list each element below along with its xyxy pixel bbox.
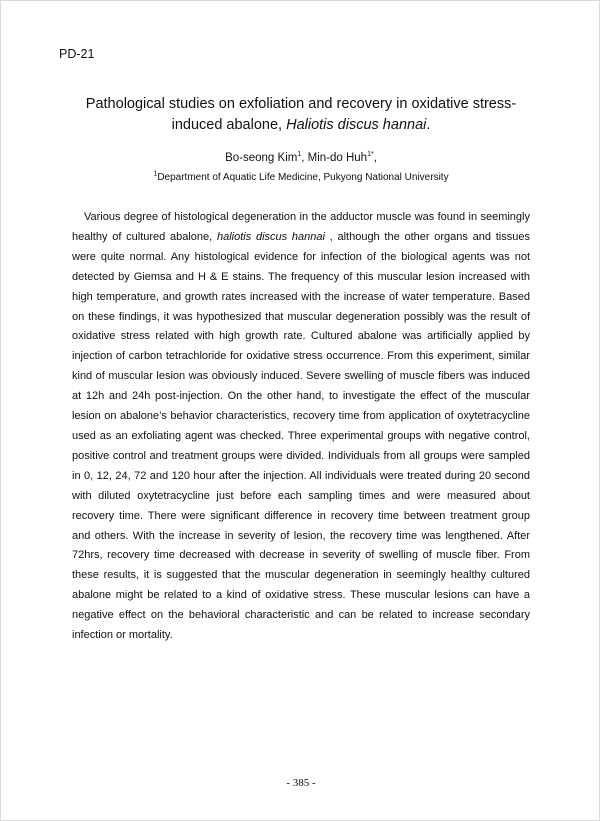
abstract-paragraph — [72, 208, 530, 646]
abstract-text-start: Various degree of histological degeneration in the adductor muscle was found in seemingly healthy of cultured abalone, — [72, 211, 530, 243]
affiliation-mark: 1 — [153, 170, 158, 178]
affiliation-text: Department of Aquatic Life Medicine, Pukyong National University — [157, 172, 449, 183]
affiliation — [61, 172, 541, 183]
session-code: PD-21 — [59, 47, 95, 61]
author-name: Min-do Huh — [307, 152, 368, 164]
author-affiliation-mark: 1 — [297, 151, 302, 159]
paper-title — [61, 94, 541, 136]
author-separator: , — [301, 152, 308, 164]
title-text: Pathological studies on exfoliation and recovery in oxidative stress-induced abalone, — [85, 96, 517, 133]
title-species: Haliotis discus hannai — [286, 117, 427, 133]
author-separator: , — [373, 152, 377, 164]
title-period: . — [426, 117, 431, 133]
author-list — [61, 152, 541, 164]
author-name: Bo-seong Kim — [225, 152, 298, 164]
author-affiliation-mark: 1* — [367, 151, 374, 159]
abstract — [72, 208, 530, 646]
abstract-text-rest: , although the other organs and tissues were quite normal. Any histological evidence for infection of the biological agents was not detected by Giemsa and H & E stains. The frequency of this muscular lesion increased with high temperature, and growth rates increased with the increase of water temperature. Based on these findings, it was hypothesized that muscular degeneration possibly was the result of oxidative stress related with high growth rate. Cultured abalone was artificially applied by injection of carbon tetrachloride for oxidative stress occurrence. From this experiment, similar kind of muscular lesion was obviously induced. Severe swelling of muscle fibers was induced at 12h and 24h post-injection. On the other hand, to investigate the effect of the muscular lesion on abalone’s behavior characteristics, recovery time from application of oxytetracycline used as an exfoliating agent was checked. Three experimental groups with negative control, positive control and treatment groups were divided. Individuals from all groups were sampled in 0, 12, 24, 72 and 120 hour after the injection. All individuals were treated during 20 second with diluted oxytetracycline just before each sampling times and were measured about recovery time. There were significant difference in recovery time between treatment group and others. With the increase in severity of lesion, the recovery time was lengthened. After 72hrs, recovery time decreased with decrease in severity of swelling of muscle fiber. From these results, it is suggested that the muscular degeneration in seemingly healthy cultured abalone might be related to a kind of oxidative stress. These muscular lesions can have a negative effect on the behavioral characteristic and can be related to increase secondary infection or mortality. — [72, 230, 530, 642]
page-number: - 385 - — [286, 777, 316, 789]
abstract-species: haliotis discus hannai — [216, 230, 325, 243]
